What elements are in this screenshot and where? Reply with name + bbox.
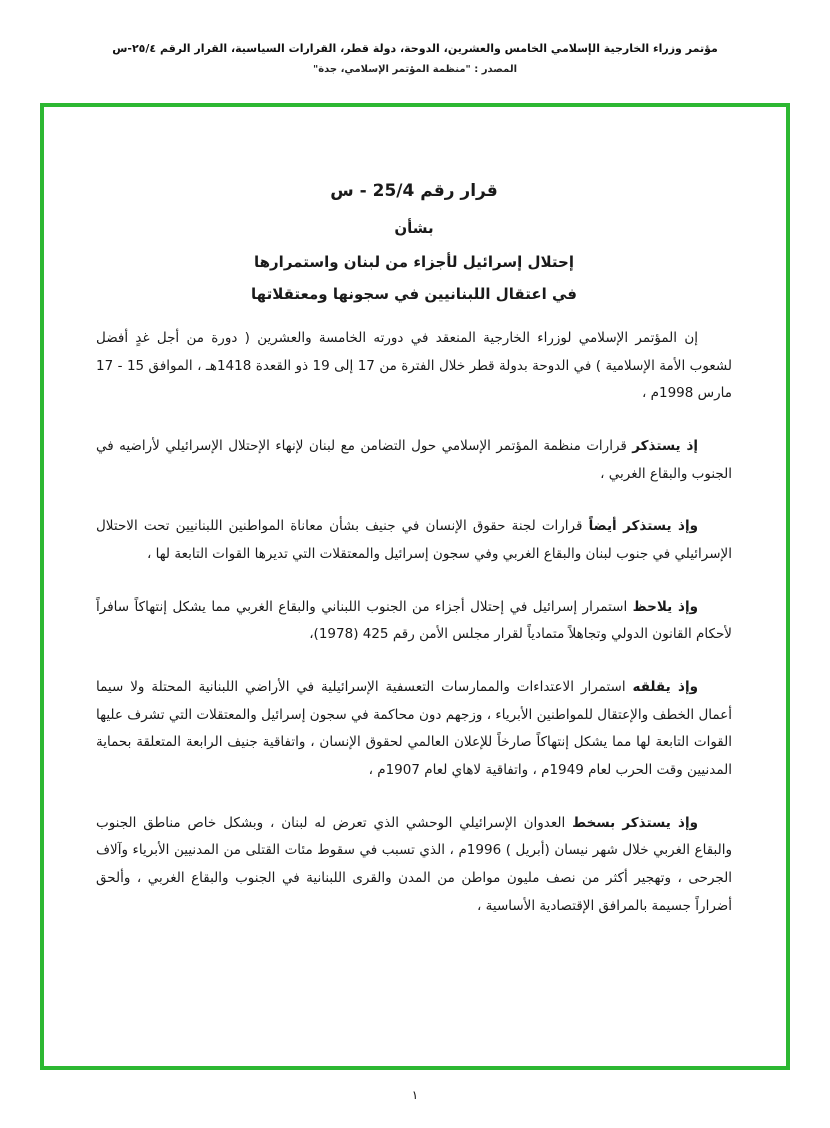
scanned-page-frame [40,103,790,1070]
paragraph-recalling-indignation [96,810,732,921]
paragraph-lead: وإذ يقلقه [632,679,698,696]
resolution-subject-line2: في اعتقال اللبنانيين في سجونها ومعتقلاتها [251,285,577,303]
source-line: المصدر : "منظمة المؤتمر الإسلامي، جدة" [312,64,517,75]
resolution-regarding: بشأن [394,219,434,237]
paragraph-recalling-also [96,513,732,568]
paragraph-preamble [96,325,732,408]
paragraph-lead: وإذ يستذكر بسخط [572,814,698,831]
resolution-number: قرار رقم 25/4 - س [330,181,498,201]
citation-line: مؤتمر وزراء الخارجية الإسلامي الخامس والعشرين، الدوحة، دولة قطر، القرارات السياسية، القرار الرقم ٢٥/٤-س [112,42,718,55]
resolution-title-block [96,181,732,303]
paragraph-text: استمرار الاعتداءات والممارسات التعسفية الإسرائيلية في الأراضي اللبنانية المحتلة ولا سيما أعمال الخطف والإعتقال للمواطنين الأبرياء ، وزجهم دون محاكمة في سجون إسرائيل والمعتقلات التي تشرف عليها القوات التابعة لها مما يشكل إنتهاكاً صارخاً للإعلان العالمي لحقوق الإنسان ، واتفاقية جنيف الرابعة المتعلقة بحماية المدنيين وقت الحرب لعام 1949م ، واتفاقية لاهاي لعام 1907م ، [96,679,732,779]
paragraph-text: إن المؤتمر الإسلامي لوزراء الخارجية المنعقد في دورته الخامسة والعشرين ( دورة من أجل غدٍ أفضل لشعوب الأمة الإسلامية ) في الدوحة بدولة قطر خلال الفترة من 17 إلى 19 ذو القعدة 1418هـ ، الموافق 15 - 17 مارس 1998م ، [96,330,732,402]
paragraph-lead: إذ يستذكر [632,438,699,455]
paragraph-text: قرارات منظمة المؤتمر الإسلامي حول التضامن مع لبنان لإنهاء الإحتلال الإسرائيلي لأراضيه في الجنوب والبقاع الغربي ، [96,438,732,482]
paragraph-text: العدوان الإسرائيلي الوحشي الذي تعرض له لبنان ، وبشكل خاص مناطق الجنوب والبقاع الغربي خلال شهر نيسان (أبريل ) 1996م ، الذي تسبب في سقوط مئات القتلى من المدنيين الأبرياء وآلاف الجرحى ، وتهجير أكثر من نصف مليون مواطن من المدن والقرى اللبنانية في الجنوب والبقاع الغربي ، وألحق أضراراً جسيمة بالمرافق الإقتصادية الأساسية ، [96,814,732,914]
paragraph-concerned [96,674,732,785]
paragraph-lead: وإذ يلاحظ [632,598,698,615]
paragraph-text: قرارات لجنة حقوق الإنسان في جنيف بشأن معاناة المواطنين اللبنانيين تحت الاحتلال الإسرائيلي في جنوب لبنان والبقاع الغربي وفي سجون إسرائيل والمعتقلات التي تديرها القوات التابعة لها ، [96,518,732,563]
paragraph-noting [96,594,732,649]
paragraph-lead: وإذ يستذكر أيضاً [588,518,698,535]
paragraph-text: استمرار إسرائيل في إحتلال أجزاء من الجنوب اللبناني والبقاع الغربي مما يشكل إنتهاكاً سافراً لأحكام القانون الدولي وتجاهلاً متمادياً لقرار مجلس الأمن رقم 425 (1978)، [96,598,732,643]
page-content [44,107,786,920]
paragraph-recalling [96,433,732,488]
citation-header [0,42,830,75]
page-number: ١ [411,1088,419,1102]
resolution-subject-line1: إحتلال إسرائيل لأجزاء من لبنان واستمرارها [254,253,574,271]
